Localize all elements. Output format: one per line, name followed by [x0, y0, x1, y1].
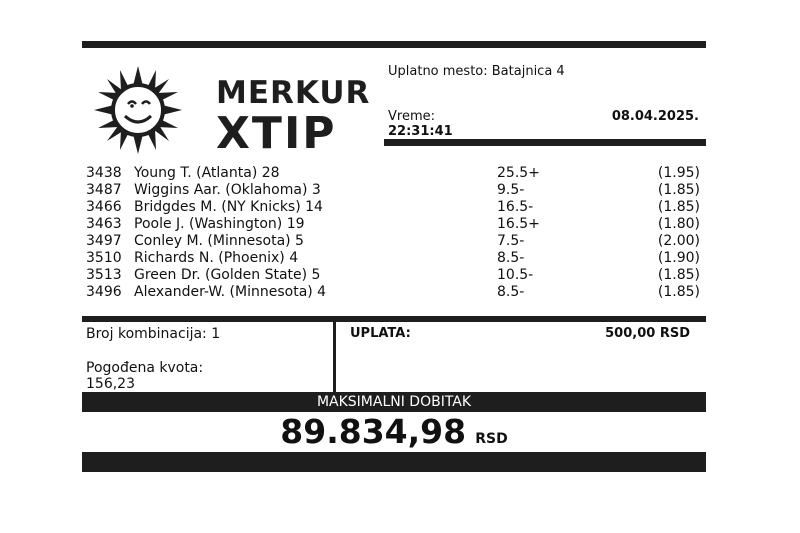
bet-player: Poole J. (Washington) 19: [134, 216, 305, 232]
bet-player: Bridgdes M. (NY Knicks) 14: [134, 199, 323, 215]
bet-row: [86, 267, 700, 283]
brand-xtip: XTIP: [216, 108, 337, 159]
location-label: Uplatno mesto: Batajnica 4: [388, 64, 565, 79]
bet-odd: (1.85): [657, 284, 700, 300]
bet-odd: (1.85): [657, 199, 700, 215]
bet-id: 3496: [86, 284, 122, 300]
bet-line: 25.5+: [497, 165, 540, 181]
bets-rule: [82, 316, 706, 322]
column-divider: [333, 322, 336, 392]
bet-line: 16.5+: [497, 216, 540, 232]
bet-id: 3466: [86, 199, 122, 215]
bottom-border: [82, 452, 706, 472]
bet-player: Conley M. (Minnesota) 5: [134, 233, 304, 249]
bet-player: Wiggins Aar. (Oklahoma) 3: [134, 182, 321, 198]
stake-label: UPLATA:: [350, 326, 411, 341]
combinations-count: Broj kombinacija: 1: [86, 326, 221, 342]
bet-id: 3487: [86, 182, 122, 198]
bet-id: 3463: [86, 216, 122, 232]
bet-odd: (1.90): [657, 250, 700, 266]
bet-line: 8.5-: [497, 250, 525, 266]
bet-line: 16.5-: [497, 199, 534, 215]
bet-line: 10.5-: [497, 267, 534, 283]
sun-icon: [92, 64, 184, 156]
brand-merkur: MERKUR: [216, 75, 371, 111]
bet-row: [86, 284, 700, 300]
bet-line: 8.5-: [497, 284, 525, 300]
bet-player: Richards N. (Phoenix) 4: [134, 250, 299, 266]
odds-label: Pogođena kvota:: [86, 360, 204, 376]
bet-id: 3513: [86, 267, 122, 283]
bet-odd: (1.85): [657, 267, 700, 283]
bet-line: 7.5-: [497, 233, 525, 249]
header-rule: [384, 139, 706, 146]
bet-id: 3497: [86, 233, 122, 249]
max-win-value: 89.834,98: [280, 412, 467, 451]
max-win-amount: [82, 414, 706, 450]
bet-player: Alexander-W. (Minnesota) 4: [134, 284, 327, 300]
bet-player: Green Dr. (Golden State) 5: [134, 267, 321, 283]
bet-id: 3438: [86, 165, 122, 181]
bet-odd: (1.85): [657, 182, 700, 198]
bet-player: Young T. (Atlanta) 28: [134, 165, 280, 181]
bet-row: [86, 182, 700, 198]
bet-id: 3510: [86, 250, 122, 266]
stake-value: 500,00 RSD: [605, 326, 690, 341]
bet-odd: (2.00): [657, 233, 700, 249]
bet-odd: (1.95): [657, 165, 700, 181]
bet-row: [86, 165, 700, 181]
max-win-label: MAKSIMALNI DOBITAK: [316, 394, 472, 410]
top-border: [82, 41, 706, 48]
merkur-logo: [92, 64, 371, 159]
max-win-banner: [82, 392, 706, 412]
bet-odd: (1.80): [657, 216, 700, 232]
time-label: Vreme:: [388, 109, 435, 124]
date-value: 08.04.2025.: [611, 109, 699, 124]
odds-value: 156,23: [86, 376, 135, 392]
max-win-currency: RSD: [475, 431, 508, 447]
bet-row: [86, 233, 700, 249]
time-value: 22:31:41: [388, 124, 453, 139]
bet-line: 9.5-: [497, 182, 525, 198]
bet-row: [86, 199, 700, 215]
bet-row: [86, 250, 700, 266]
bet-row: [86, 216, 700, 232]
